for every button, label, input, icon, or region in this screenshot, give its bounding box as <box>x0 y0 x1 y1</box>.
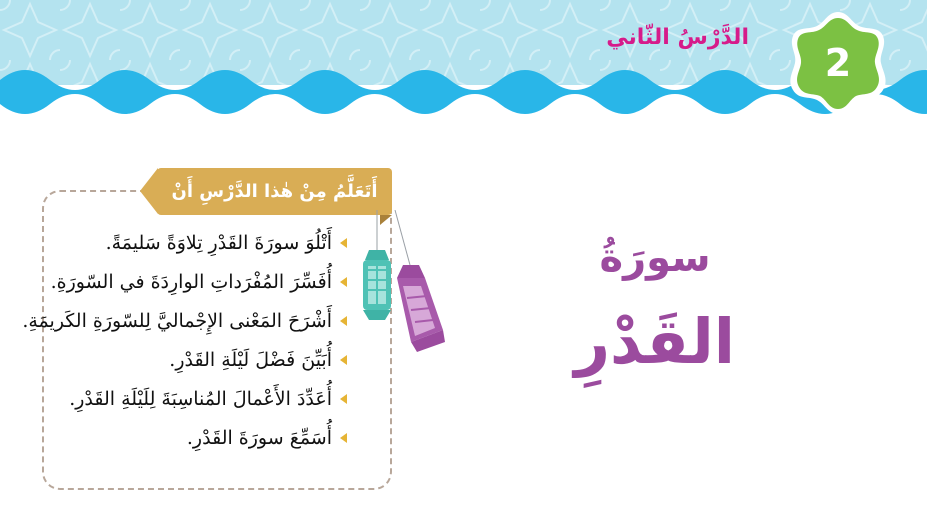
list-item <box>27 262 347 301</box>
surah-name: القَدْرِ <box>574 305 735 378</box>
objective-text: أُسَمِّعَ سورَةَ القَدْرِ. <box>186 426 332 449</box>
objectives-list <box>22 223 347 457</box>
surah-label: سورَةُ <box>599 235 711 281</box>
bullet-icon <box>340 316 347 326</box>
lesson-number: 2 <box>824 41 852 85</box>
bullet-icon <box>340 277 347 287</box>
lesson-title: الدَّرْسُ الثّاني <box>606 25 749 50</box>
bullet-icon <box>340 238 347 248</box>
list-item <box>27 340 347 379</box>
objective-text: أَشْرَحَ المَعْنى الإِجْماليَّ لِلسّورَةِ الكَريمَةِ. <box>22 309 332 332</box>
ribbon-tail <box>140 168 158 214</box>
list-item <box>22 301 347 340</box>
lanterns-decoration <box>355 210 455 370</box>
teal-lantern-icon <box>363 250 391 320</box>
bullet-icon <box>340 394 347 404</box>
bullet-icon <box>340 355 347 365</box>
objective-text: أُبَيِّنَ فَضْلَ لَيْلَةِ القَدْرِ. <box>169 348 332 371</box>
list-item <box>27 379 347 418</box>
list-item <box>27 418 347 457</box>
objectives-heading: أَتَعَلَّمُ مِنْ هٰذا الدَّرْسِ أَنْ <box>171 181 378 202</box>
objective-text: أُعَدِّدَ الأَعْمالَ المُناسِبَةَ لِلَيْلَةِ القَدْرِ. <box>69 387 332 410</box>
list-item <box>27 223 347 262</box>
objective-text: أُفَسِّرَ المُفْرَداتِ الوارِدَةَ في السّورَةِ. <box>50 270 332 293</box>
bullet-icon <box>340 433 347 443</box>
purple-lantern-icon <box>397 265 445 352</box>
objective-text: أَتْلُوَ سورَةَ القَدْرِ تِلاوَةً سَليمَةً. <box>105 231 332 254</box>
